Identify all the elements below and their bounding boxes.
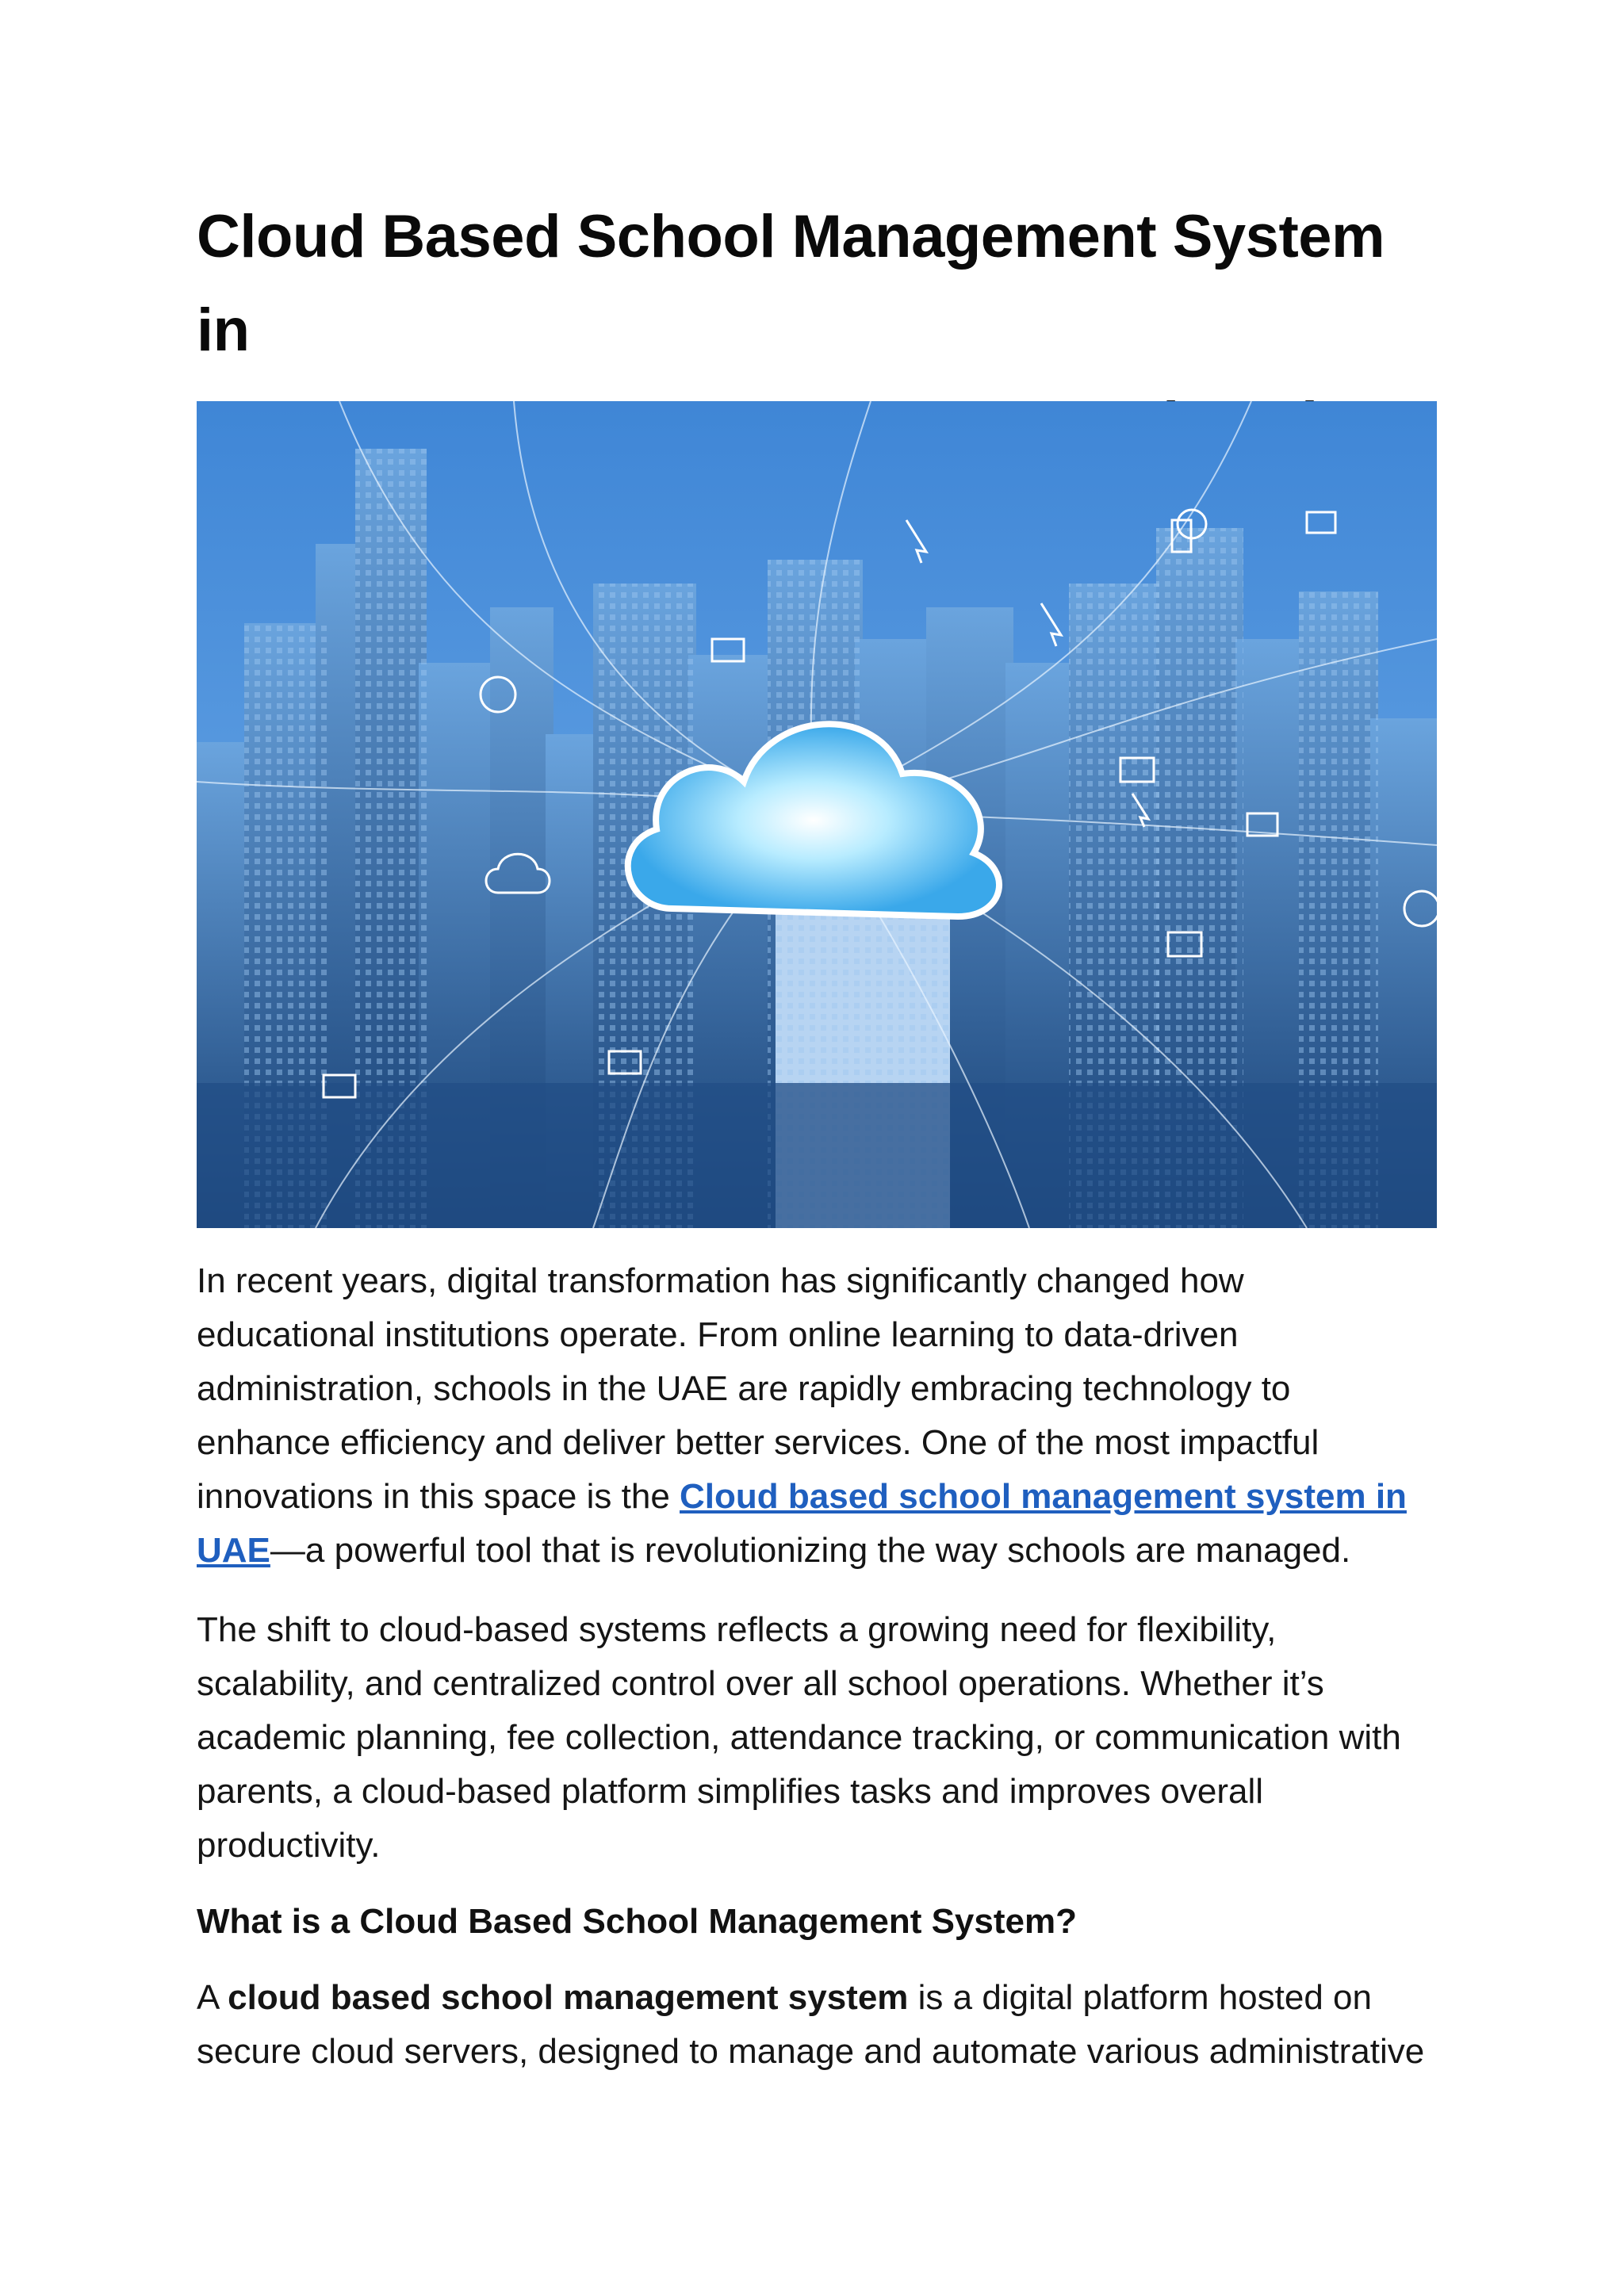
p2-line-1: The shift to cloud-based systems reflects a growing need for flexibility,	[197, 1610, 1277, 1649]
p3-prefix: A	[197, 1978, 228, 2017]
p3-line-2: secure cloud servers, designed to manage and automate various administrative	[197, 2032, 1425, 2071]
title-line-1: Cloud Based School Management System in	[197, 203, 1385, 364]
p2-line-4: parents, a cloud-based platform simplifies tasks and improves overall	[197, 1772, 1264, 1811]
p1-line-3: administration, schools in the UAE are rapidly embracing technology to	[197, 1369, 1291, 1408]
p1-line-1: In recent years, digital transformation has significantly changed how	[197, 1261, 1244, 1300]
p3-line-1-rest: is a digital platform hosted on	[908, 1978, 1372, 2017]
cloud-system-link-part-2[interactable]: UAE	[197, 1531, 270, 1570]
cloud-system-link-part-1[interactable]: Cloud based school management system in	[680, 1477, 1407, 1516]
p1-line-6: —a powerful tool that is revolutionizing the way schools are managed.	[270, 1531, 1351, 1570]
p1-line-2: educational institutions operate. From online learning to data-driven	[197, 1315, 1239, 1354]
p2-line-5: productivity.	[197, 1826, 381, 1865]
definition-paragraph	[197, 1971, 1450, 2079]
intro-paragraph	[197, 1254, 1450, 1578]
p2-line-3: academic planning, fee collection, attendance tracking, or communication with	[197, 1718, 1401, 1757]
shift-paragraph	[197, 1603, 1450, 1873]
p1-line-4: enhance efficiency and deliver better services. One of the most impactful	[197, 1423, 1320, 1462]
p3-bold-term: cloud based school management system	[228, 1978, 909, 2017]
hero-image	[197, 401, 1437, 1228]
p1-line-5: innovations in this space is the	[197, 1477, 680, 1516]
p2-line-2: scalability, and centralized control over all school operations. Whether it’s	[197, 1664, 1324, 1703]
section-heading: What is a Cloud Based School Management System?	[197, 1902, 1077, 1941]
